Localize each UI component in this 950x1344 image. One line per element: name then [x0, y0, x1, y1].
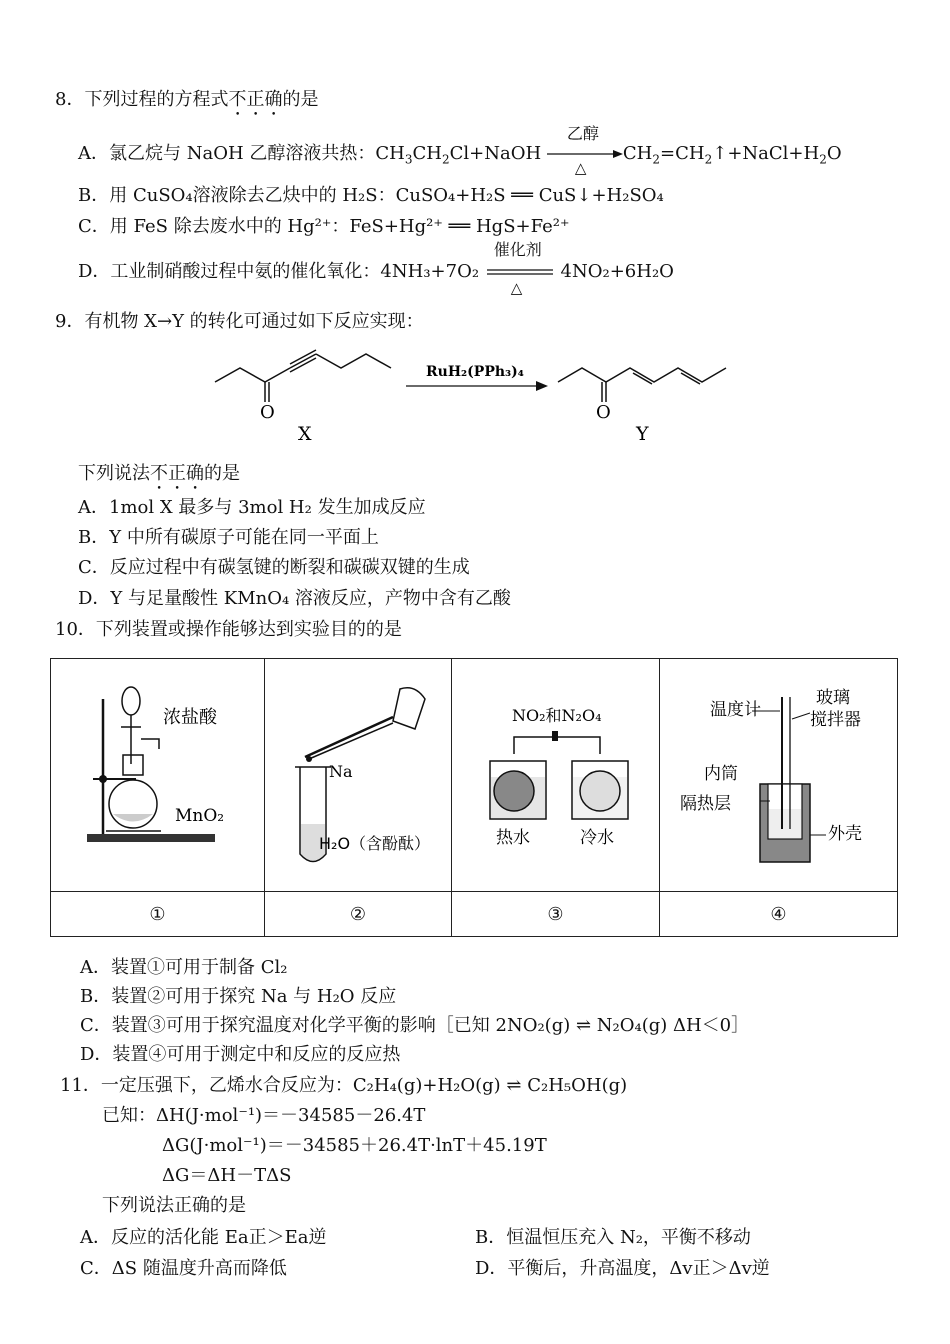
q11-option-d: D．平衡后，升高温度，Δv正＞Δv逆 [475, 1258, 770, 1279]
q9-sub-stem: 下列说法不正确的是 [78, 463, 240, 484]
q11-option-c: C．ΔS 随温度升高而降低 [80, 1258, 287, 1279]
apparatus-3 [452, 659, 660, 892]
apparatus-2 [265, 659, 452, 892]
q9-option-b: B．Y 中所有碳原子可能在同一平面上 [78, 527, 379, 548]
apparatus-1 [51, 659, 265, 892]
q11-known-3: ΔG＝ΔH－TΔS [162, 1165, 292, 1186]
label-inner-cup: 内筒 [704, 764, 738, 784]
apparatus-num-4: ④ [660, 892, 898, 937]
apparatus-4 [660, 659, 898, 892]
reagent: RuH₂(PPh₃)₄ [426, 364, 524, 380]
label-glass: 玻璃 [816, 688, 850, 708]
apparatus-num-3: ③ [452, 892, 660, 937]
q10-stem: 10．下列装置或操作能够达到实验目的的是 [55, 619, 402, 640]
q11-known-2: ΔG(J·mol⁻¹)＝－34585＋26.4T·lnT＋45.19T [162, 1135, 547, 1156]
sodium-water-icon [265, 659, 451, 891]
label-hot-water: 热水 [496, 828, 530, 848]
label-cold-water: 冷水 [580, 828, 614, 848]
x-oxygen: O [260, 402, 275, 423]
apparatus-num-2: ② [265, 892, 452, 937]
q9-option-a: A．1mol X 最多与 3mol H₂ 发生加成反应 [78, 497, 426, 518]
q9-option-c: C．反应过程中有碳氢键的断裂和碳碳双键的生成 [78, 557, 470, 578]
label-x: X [298, 423, 312, 445]
apparatus-num-1: ① [51, 892, 265, 937]
q8-stem: 8．下列过程的方程式不正确的是 [55, 89, 319, 110]
q8-option-b: B．用 CuSO₄溶液除去乙炔中的 H₂S：CuSO₄+H₂S ══ CuS↓+H₂SO₄ [78, 185, 664, 206]
q11-stem: 11．一定压强下，乙烯水合反应为：C₂H₄(g)+H₂O(g) ⇌ C₂H₅OH(g) [60, 1075, 628, 1096]
q11-known-1: 已知：ΔH(J·mol⁻¹)＝－34585－26.4T [102, 1105, 426, 1126]
q8-option-c: C．用 FeS 除去废水中的 Hg²⁺：FeS+Hg²⁺ ══ HgS+Fe²⁺ [78, 216, 570, 237]
label-mno2: MnO₂ [175, 806, 225, 826]
label-conc-hcl: 浓盐酸 [163, 707, 217, 728]
q10-option-b: B．装置②可用于探究 Na 与 H₂O 反应 [80, 986, 397, 1007]
q10-option-c: C．装置③可用于探究温度对化学平衡的影响［已知 2NO₂(g) ⇌ N₂O₄(g) ΔH＜0］ [80, 1015, 750, 1036]
q9-option-d: D．Y 与足量酸性 KMnO₄ 溶液反应，产物中含有乙酸 [78, 588, 511, 609]
q9-reaction-diagram [210, 340, 750, 450]
q11-option-a: A．反应的活化能 Ea正＞Ea逆 [80, 1227, 327, 1248]
calorimeter-icon [660, 659, 897, 891]
label-no2-n2o4: NO₂和N₂O₄ [512, 706, 602, 725]
label-outer-shell: 外壳 [828, 824, 862, 844]
q8-a-cond-top: 乙醇 [566, 124, 599, 143]
q8-a-cond-bot: △ [574, 159, 587, 177]
q11-sub-stem: 下列说法正确的是 [102, 1195, 246, 1216]
label-na: Na [329, 762, 353, 781]
q11-option-b: B．恒温恒压充入 N₂，平衡不移动 [475, 1227, 751, 1248]
molecule-y [558, 368, 726, 402]
label-water: H₂O（含酚酞） [319, 834, 431, 853]
chlorine-generator-icon [51, 659, 264, 891]
y-oxygen: O [596, 402, 611, 423]
q8-d-cond-bot: △ [510, 279, 523, 297]
label-thermometer: 温度计 [710, 700, 761, 720]
label-y: Y [636, 423, 649, 445]
label-insulation: 隔热层 [680, 794, 731, 814]
equilibrium-flasks-icon [452, 659, 659, 891]
apparatus-table [50, 658, 898, 937]
molecule-x [215, 350, 391, 402]
q10-option-a: A．装置①可用于制备 Cl₂ [80, 957, 288, 978]
label-stirrer: 搅拌器 [810, 710, 861, 730]
q8-option-a: A．氯乙烷与 NaOH 乙醇溶液共热：$CH_3CH_2Cl+NaOH$ 乙醇 △ $CH_2=CH_2↑+NaCl+H_2O$ [78, 142, 842, 172]
q8-option-d: D．工业制硝酸过程中氨的催化氧化：4NH₃+7O₂ 催化剂 △ 4NO₂+6H₂O [78, 260, 674, 284]
q8-d-cond-top: 催化剂 [493, 240, 542, 259]
q9-stem: 9．有机物 X→Y 的转化可通过如下反应实现： [55, 311, 424, 332]
q10-option-d: D．装置④可用于测定中和反应的反应热 [80, 1044, 401, 1065]
